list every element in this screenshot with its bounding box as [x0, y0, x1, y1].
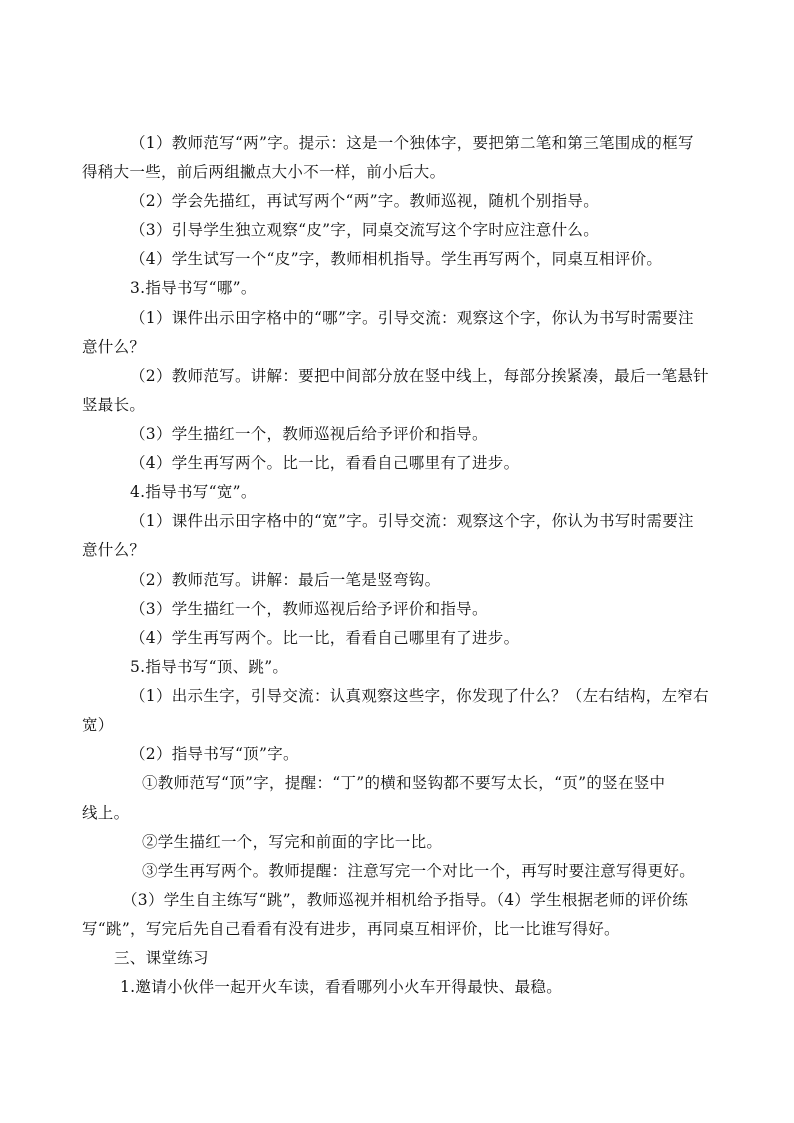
- paragraph-line: （2）教师范写。讲解：最后一笔是竖弯钩。: [130, 571, 441, 589]
- paragraph-line: 意什么？: [82, 338, 146, 356]
- paragraph-line: 意什么？: [82, 541, 146, 559]
- paragraph-line: 宽）: [82, 716, 114, 734]
- section-heading: 三、课堂练习: [114, 949, 209, 967]
- paragraph-line: （2）指导书写“顶”字。: [130, 745, 299, 763]
- paragraph-line: （4）学生再写两个。比一比，看看自己哪里有了进步。: [130, 454, 520, 472]
- paragraph-line: （3）学生自主练写“跳”，教师巡视并相机给予指导。（4）学生根据老师的评价练: [122, 891, 689, 909]
- paragraph-line: （4）学生再写两个。比一比，看看自己哪里有了进步。: [130, 629, 520, 647]
- paragraph-line: ③学生再写两个。教师提醒：注意写完一个对比一个，再写时要注意写得更好。: [142, 862, 696, 880]
- paragraph-line: ②学生描红一个，写完和前面的字比一比。: [142, 833, 443, 851]
- section-heading: 5.指导书写“顶、跳”。: [130, 658, 289, 676]
- section-heading: 3.指导书写“哪”。: [130, 279, 257, 297]
- paragraph-line: （4）学生试写一个“皮”字，教师相机指导。学生再写两个，同桌互相评价。: [130, 250, 663, 268]
- paragraph-line: （1）课件出示田字格中的“哪”字。引导交流：观察这个字，你认为书写时需要注: [130, 309, 694, 327]
- paragraph-line: （2）学会先描红，再试写两个“两”字。教师巡视，随机个别指导。: [130, 192, 600, 210]
- paragraph-line: （3）学生描红一个，教师巡视后给予评价和指导。: [130, 600, 488, 618]
- paragraph-line: （1）出示生字，引导交流：认真观察这些字，你发现了什么？（左右结构，左窄右: [130, 687, 709, 705]
- paragraph-line: 1.邀请小伙伴一起开火车读，看看哪列小火车开得最快、最稳。: [120, 978, 562, 996]
- paragraph-line: 写“跳”，写完后先自己看看有没有进步，再同桌互相评价，比一比谁写得好。: [82, 920, 620, 938]
- paragraph-line: 线上。: [82, 804, 130, 822]
- paragraph-line: 竖最长。: [82, 396, 146, 414]
- section-heading: 4.指导书写“宽”。: [130, 483, 257, 501]
- paragraph-line: （1）课件出示田字格中的“宽”字。引导交流：观察这个字，你认为书写时需要注: [130, 512, 694, 530]
- paragraph-line: （2）教师范写。讲解：要把中间部分放在竖中线上，每部分挨紧凑，最后一笔悬针: [130, 367, 709, 385]
- paragraph-line: （3）引导学生独立观察“皮”字，同桌交流写这个字时应注意什么。: [130, 221, 600, 239]
- paragraph-line: （1）教师范写“两”字。提示：这是一个独体字，要把第二笔和第三笔围成的框写: [130, 134, 694, 152]
- paragraph-line: （3）学生描红一个，教师巡视后给予评价和指导。: [130, 425, 488, 443]
- paragraph-line: ①教师范写“顶”字，提醒：“丁”的横和竖钩都不要写太长，“页”的竖在竖中: [142, 774, 666, 792]
- paragraph-line: 得稍大一些，前后两组撇点大小不一样，前小后大。: [82, 163, 446, 181]
